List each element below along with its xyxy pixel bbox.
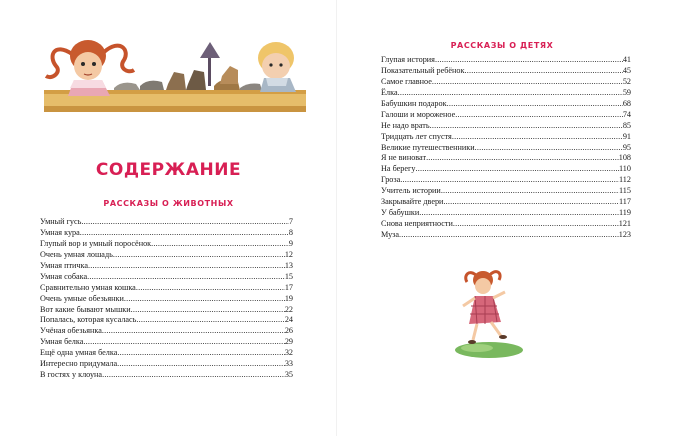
toc-entry-title: Учёная обезьянка — [40, 326, 102, 336]
toc-entry-page: 22 — [284, 304, 293, 314]
toc-entry-title: Умная птичка — [40, 260, 89, 270]
toc-entry-title: Ещё одна умная белка — [40, 348, 118, 358]
toc-entry-title: Очень умные обезьянки — [40, 293, 124, 303]
toc-entry[interactable] — [381, 88, 631, 99]
toc-entry-title: Великие путешественники — [381, 142, 475, 152]
toc-entry-title: Тридцать лет спустя — [381, 131, 452, 141]
leader-dots — [426, 153, 619, 164]
toc-entry[interactable] — [40, 348, 293, 359]
toc-entry-page: 74 — [622, 109, 631, 119]
toc-entry[interactable] — [381, 121, 631, 132]
girl-running-illustration — [455, 266, 525, 362]
toc-entry-title: Учитель истории — [381, 186, 441, 196]
leader-dots — [131, 305, 285, 316]
toc-list-animals — [40, 217, 293, 381]
toc-entry[interactable] — [40, 305, 293, 316]
toc-entry-title: Умная собака — [40, 271, 88, 281]
toc-entry[interactable] — [381, 164, 631, 175]
toc-entry[interactable] — [40, 326, 293, 337]
toc-entry-title: Интересно придумала — [40, 359, 118, 369]
toc-entry[interactable] — [40, 228, 293, 239]
toc-entry-title: Умная белка — [40, 337, 84, 347]
toc-entry-title: У бабушки — [381, 208, 420, 218]
toc-entry-title: В гостях у клоуна — [40, 370, 103, 380]
toc-entry-page: 8 — [288, 227, 293, 237]
toc-entry-page: 112 — [619, 175, 631, 185]
toc-entry[interactable] — [381, 143, 631, 154]
toc-entry[interactable] — [40, 272, 293, 283]
toc-entry-title: Ёлка — [381, 87, 398, 97]
toc-entry-page: 59 — [622, 87, 631, 97]
leader-dots — [102, 370, 285, 381]
toc-entry-page: 24 — [284, 315, 293, 325]
toc-entry-page: 19 — [284, 293, 293, 303]
toc-entry-page: 117 — [619, 197, 631, 207]
leader-dots — [398, 88, 623, 99]
toc-entry[interactable] — [381, 153, 631, 164]
toc-entry[interactable] — [40, 294, 293, 305]
leader-dots — [415, 164, 619, 175]
toc-entry-page: 95 — [622, 142, 631, 152]
toc-entry-page: 115 — [619, 186, 631, 196]
leader-dots — [87, 272, 285, 283]
leader-dots — [475, 143, 623, 154]
toc-entry-page: 68 — [622, 98, 631, 108]
toc-entry-page: 123 — [618, 230, 631, 239]
leader-dots — [464, 66, 622, 77]
leader-dots — [455, 110, 623, 121]
leader-dots — [452, 132, 623, 143]
leader-dots — [419, 208, 619, 219]
toc-entry-page: 108 — [618, 153, 631, 163]
section-title-children: РАССКАЗЫ О ДЕТЯХ — [450, 41, 554, 50]
toc-entry-title: Показательный ребёнок — [381, 65, 465, 75]
toc-entry[interactable] — [381, 99, 631, 110]
toc-entry-page: 26 — [284, 326, 293, 336]
toc-entry-title: Сравнительно умная кошка — [40, 282, 136, 292]
toc-entry-title: На берегу — [381, 164, 416, 174]
toc-entry[interactable] — [381, 230, 631, 241]
toc-entry-title: Умный гусь — [40, 217, 82, 226]
leader-dots — [151, 239, 289, 250]
toc-entry-title: Я не виноват — [381, 153, 427, 163]
toc-entry-page: 9 — [288, 238, 293, 248]
toc-entry-page: 121 — [618, 219, 631, 229]
toc-entry[interactable] — [381, 77, 631, 88]
toc-entry-page: 15 — [284, 271, 293, 281]
toc-entry-title: Бабушкин подарок — [381, 98, 447, 108]
leader-dots — [136, 315, 284, 326]
section-title-animals: РАССКАЗЫ О ЖИВОТНЫХ — [103, 199, 234, 208]
toc-entry-title: Снова неприятности — [381, 219, 453, 229]
toc-entry-title: Глупый вор и умный поросёнок — [40, 238, 152, 248]
right-page — [337, 0, 674, 436]
toc-entry[interactable] — [40, 337, 293, 348]
toc-entry-title: Попалась, которая кусалась — [40, 315, 137, 325]
toc-entry-page: 45 — [622, 65, 631, 75]
toc-entry-title: Вот какие бывают мышки — [40, 304, 131, 314]
toc-entry[interactable] — [40, 370, 293, 381]
toc-entry[interactable] — [381, 197, 631, 208]
toc-entry-page: 91 — [622, 131, 631, 141]
toc-entry[interactable] — [40, 315, 293, 326]
toc-entry-page: 12 — [284, 249, 293, 259]
toc-entry[interactable] — [40, 250, 293, 261]
leader-dots — [88, 261, 285, 272]
toc-entry-page: 41 — [622, 55, 631, 64]
leader-dots — [400, 175, 619, 186]
toc-entry-page: 32 — [284, 348, 293, 358]
leader-dots — [102, 326, 285, 337]
toc-entry-title: Закрывайте двери — [381, 197, 444, 207]
toc-entry[interactable] — [381, 66, 631, 77]
leader-dots — [136, 283, 285, 294]
toc-entry-page: 29 — [284, 337, 293, 347]
toc-entry[interactable] — [40, 261, 293, 272]
toc-entry-page: 85 — [622, 120, 631, 130]
toc-entry-title: Галоши и мороженое — [381, 109, 456, 119]
toc-entry[interactable] — [381, 110, 631, 121]
leader-dots — [124, 294, 285, 305]
toc-entry[interactable] — [40, 359, 293, 370]
toc-entry-title: Не надо врать — [381, 120, 430, 130]
leader-dots — [430, 121, 623, 132]
toc-entry[interactable] — [40, 283, 293, 294]
toc-entry-title: Гроза — [381, 175, 401, 185]
leader-dots — [443, 197, 619, 208]
leader-dots — [399, 230, 619, 241]
toc-entry-page: 110 — [619, 164, 631, 174]
toc-entry[interactable] — [381, 219, 631, 230]
leader-dots — [81, 217, 289, 228]
toc-entry[interactable] — [381, 186, 631, 197]
toc-entry-page: 52 — [622, 76, 631, 86]
leader-dots — [441, 186, 619, 197]
toc-entry[interactable] — [381, 55, 631, 66]
toc-entry-page: 33 — [284, 359, 293, 369]
toc-entry-page: 13 — [284, 260, 293, 270]
leader-dots — [80, 228, 289, 239]
leader-dots — [113, 250, 285, 261]
toc-list-children — [381, 55, 631, 241]
toc-entry-title: Глупая история — [381, 55, 435, 64]
leader-dots — [432, 77, 623, 88]
toc-entry-title: Умная кура — [40, 227, 80, 237]
leader-dots — [83, 337, 284, 348]
contents-title: СОДЕРЖАНИЕ — [95, 160, 242, 180]
toc-entry-title: Очень умная лошадь — [40, 249, 113, 259]
children-shoes-illustration — [44, 36, 306, 112]
toc-entry[interactable] — [381, 208, 631, 219]
leader-dots — [447, 99, 623, 110]
leader-dots — [453, 219, 619, 230]
leader-dots — [117, 359, 285, 370]
leader-dots — [117, 348, 284, 359]
toc-entry[interactable] — [381, 132, 631, 143]
toc-entry[interactable] — [40, 239, 293, 250]
leader-dots — [435, 55, 623, 66]
toc-entry[interactable] — [381, 175, 631, 186]
toc-entry-page: 17 — [284, 282, 293, 292]
toc-entry-page: 119 — [619, 208, 631, 218]
toc-entry-title: Муза — [381, 230, 400, 239]
toc-entry-title: Самое главное — [381, 76, 432, 86]
toc-entry-page: 35 — [284, 370, 293, 380]
toc-entry-page: 7 — [288, 217, 293, 226]
toc-entry[interactable] — [40, 217, 293, 228]
